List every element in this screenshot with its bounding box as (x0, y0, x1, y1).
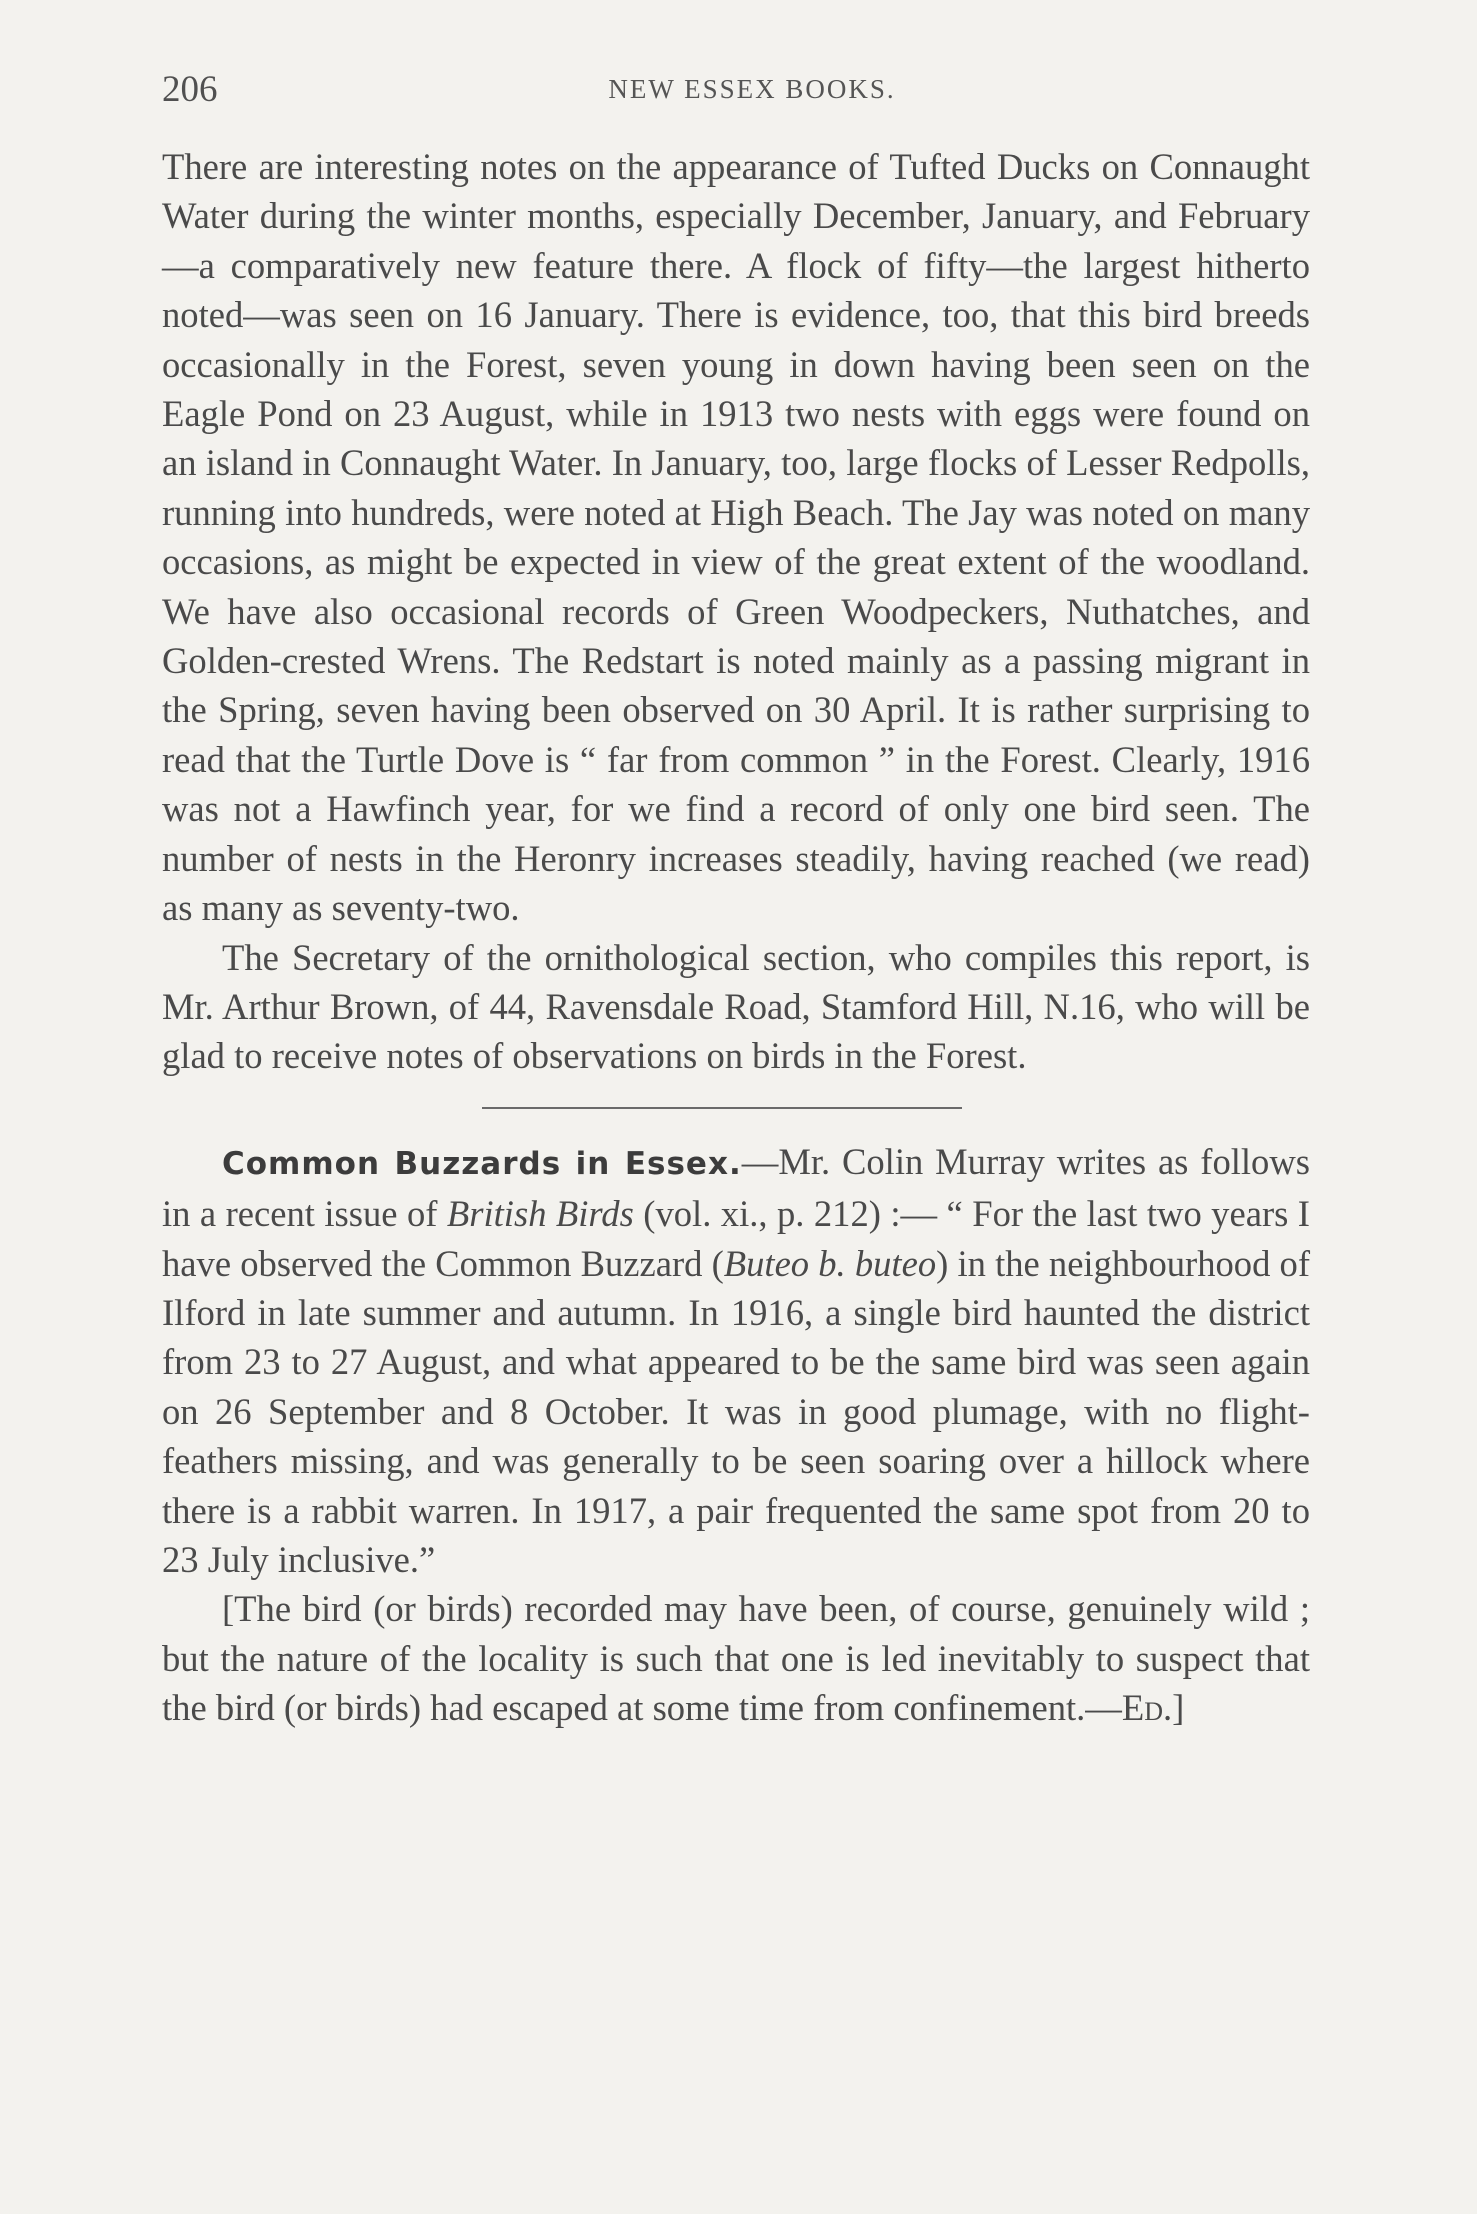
note-quote: ) in the neighbourhood of Ilford in late summer and autumn. In 1916, a single bird haunted the district from 23 to 27 August, and what appeared to be the same bird was seen again on 26 September and 8 October. It was in good plumage, with no flight-feathers missing, and was generally to be seen soaring over a hillock where there is a rabbit warren. In 1917, a pair frequented the same spot from 20 to 23 July inclusive.” (162, 1242, 1311, 1580)
editorial-closing: ] (1172, 1687, 1185, 1729)
page-header (162, 62, 1312, 122)
section-divider (482, 1107, 962, 1109)
note-reference: (vol. xi., p. 212) :— “ For the last two years I have observed the Common Buzzard ( (162, 1193, 1310, 1284)
journal-title: British Birds (446, 1193, 634, 1235)
running-head: NEW ESSEX BOOKS. (608, 74, 896, 104)
paragraph-editorial (162, 1584, 1310, 1732)
page-body (162, 142, 1310, 1733)
editor-signature: Ed. (1121, 1687, 1173, 1729)
note-title: Common Buzzards in Essex. (222, 1145, 742, 1182)
note-intro: —Mr. Colin Murray writes as follows in a recent issue of (162, 1140, 1310, 1235)
paragraph-secretary: The Secretary of the ornithological section, who compiles this report, is Mr. Arthur Brown, of 44, Ravensdale Road, Stamford Hill, N.16, who will be glad to receive notes of observations on birds in the Forest. (162, 936, 1310, 1077)
species-name: Buteo b. buteo (723, 1242, 937, 1284)
paragraph-ornithology-notes: There are interesting notes on the appearance of Tufted Ducks on Connaught Water during the winter months, especially December, January, and February—a comparatively new feature there. A flock of fifty—the largest hitherto noted—was seen on 16 January. There is evidence, too, that this bird breeds occasionally in the Forest, seven young in down having been seen on the Eagle Pond on 23 August, while in 1913 two nests with eggs were found on an island in Connaught Water. In January, too, large flocks of Lesser Redpolls, running into hundreds, were noted at High Beach. The Jay was noted on many occasions, as might be expected in view of the great extent of the woodland. We have also occasional records of Green Woodpeckers, Nuthatches, and Golden-crested Wrens. The Redstart is noted mainly as a passing migrant in the Spring, seven having been observed on 30 April. It is rather surprising to read that the Turtle Dove is “ far from common ” in the Forest. Clearly, 1916 was not a Hawfinch year, for we find a record of only one bird seen. The number of nests in the Heronry increases steadily, having reached (we read) as many as seventy-two. (162, 146, 1310, 929)
paragraph-buzzards (162, 1137, 1310, 1585)
page-number: 206 (162, 69, 218, 110)
editorial-text: [The bird (or birds) recorded may have been, of course, genuinely wild ; but the nature of the locality is such that one is led inevitably to suspect that the bird (or birds) had escaped at some time from confinement.— (162, 1588, 1310, 1729)
